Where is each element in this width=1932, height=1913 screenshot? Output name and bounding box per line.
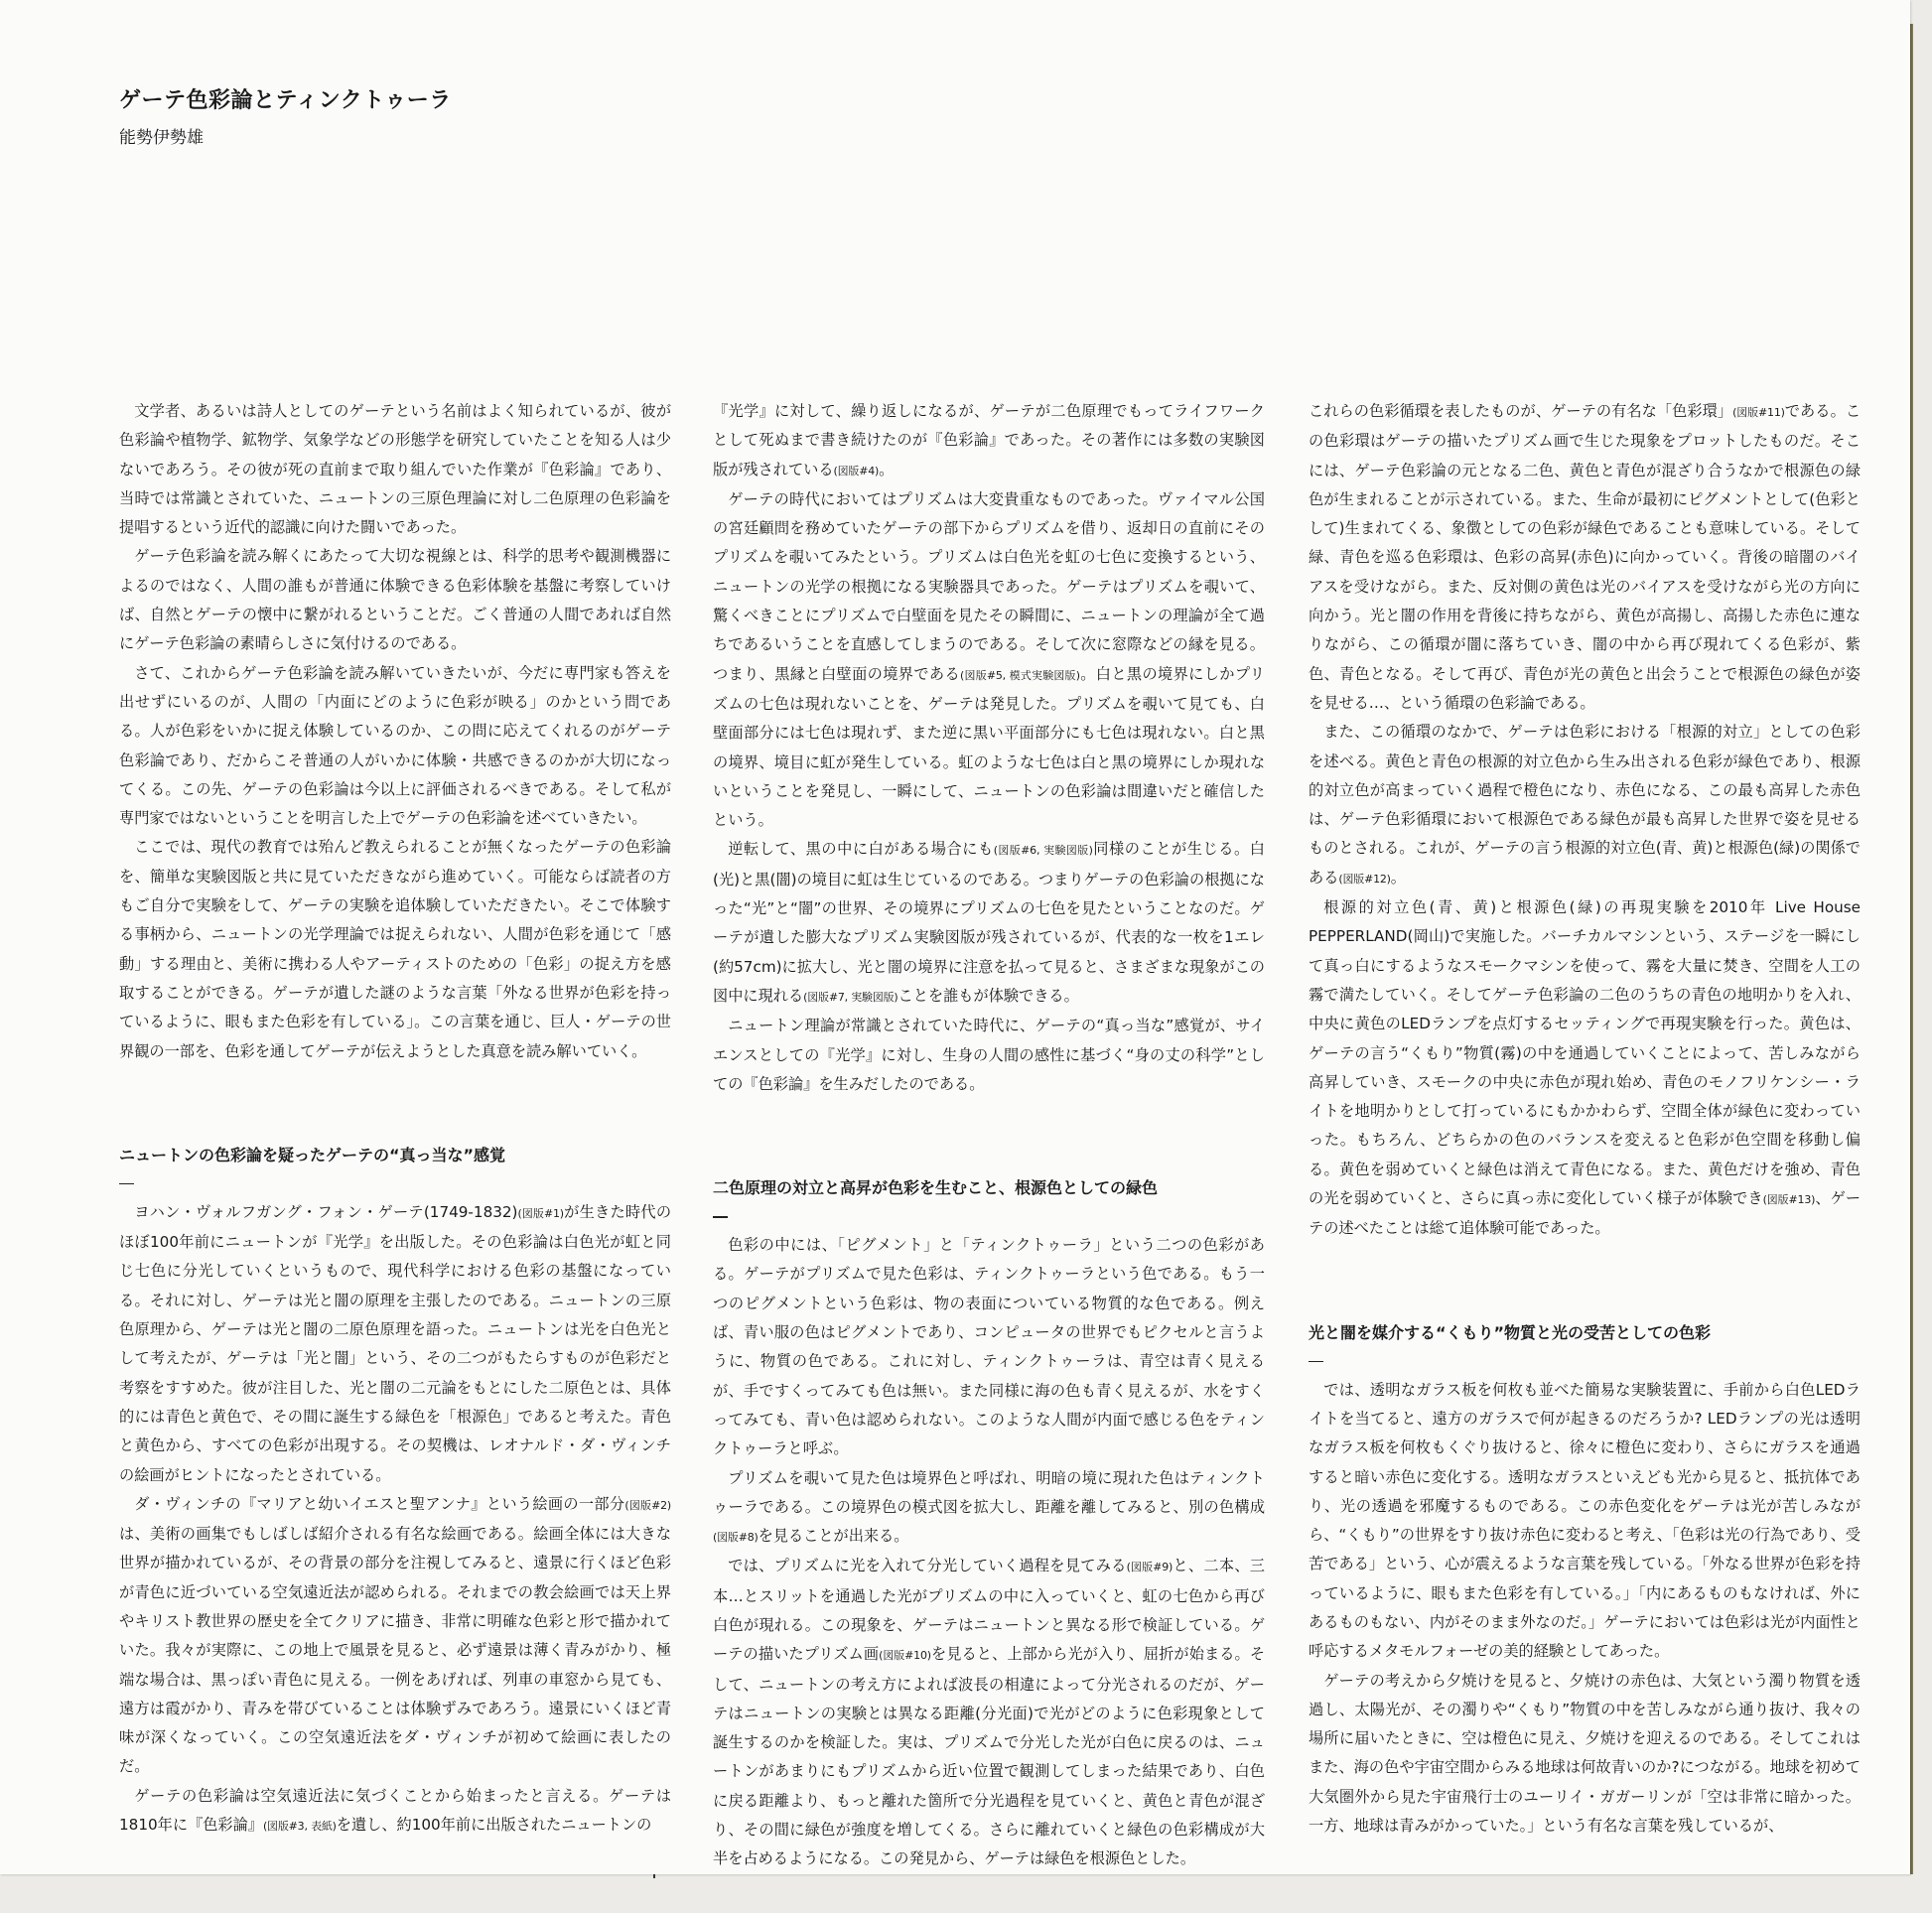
figure-ref: (図版#5, 模式実験図版) bbox=[960, 668, 1080, 682]
section-heading: 光と闇を媒介する“くもり”物質と光の受苦としての色彩 bbox=[1309, 1322, 1712, 1342]
scan-speck bbox=[653, 1874, 655, 1878]
figure-ref: (図版#13) bbox=[1762, 1193, 1816, 1207]
figure-ref: (図版#2) bbox=[624, 1498, 671, 1512]
figure-ref: (図版#3, 表紙) bbox=[262, 1820, 337, 1834]
article-title: ゲーテ色彩論とティンクトゥーラ bbox=[119, 88, 452, 113]
paragraph: 文学者、あるいは詩人としてのゲーテという名前はよく知られているが、彼が色彩論や植物学、鉱物学、気象学などの形態学を研究していたことを知る人は少ないであろう。その彼が死の直前まで取り組んでいた作業が『色彩論』であり、当時では常識とされていた、ニュートンの三原色理論に対し二色原理の色彩論を提唱するという近代的認識に向けた闘いであった。 bbox=[119, 402, 671, 537]
paragraph: では、透明なガラス板を何枚も並べた簡易な実験装置に、手前から白色LEDライトを当てると、遠方のガラスで何が起きるのだろうか? LEDランプの光は透明なガラス板を何枚もくぐり抜けると、徐々に橙色に変わり、さらにガラスを通過すると暗い赤色に変化する。透明なガラスといえども光から見ると、抵抗体であり、光の透過を邪魔するものである。この赤色変化をゲーテは光が苦しみながら、“くもり”の世界をすり抜け赤色に変わると考え、「色彩は光の行為であり、受苦である」という、心が震えるような言葉を残している。「外なる世界が色彩を持っているように、眼もまた色彩を有している。」「内にあるものもなければ、外にあるものもない、内がそのまま外なのだ。」ゲーテにおいては色彩は光が内面性と呼応するメタモルフォーゼの美的経験としてあった。 bbox=[1309, 1380, 1861, 1661]
figure-ref: (図版#6, 実験図版) bbox=[993, 844, 1093, 858]
section-rule bbox=[1309, 1347, 1324, 1376]
figure-ref: (図版#10) bbox=[879, 1649, 931, 1663]
figure-ref: (図版#11) bbox=[1732, 406, 1785, 419]
paragraph: 逆転して、黒の中に白がある場合にも(図版#6, 実験図版)同様のことが生じる。白(光)と黒(闇)の境目に虹は生じているのである。つまりゲーテの色彩論の根拠になった“光”と“闇”の世界、その境界にプリズムの七色を見たということなのだ。ゲーテが遺した膨大なプリズム実験図版が残されているが、代表的な一枚を1エレ(約57cm)に拡大し、光と闇の境界に注意を払って見ると、さまざまな現象がこの図中に現れる(図版#7, 実験図版)ことを誰もが体験できる。 bbox=[713, 840, 1265, 1005]
page-edge bbox=[1910, 24, 1913, 1874]
section-heading: 二色原理の対立と高昇が色彩を生むこと、根源色としての緑色 bbox=[713, 1178, 1159, 1198]
paragraph: ダ・ヴィンチの『マリアと幼いイエスと聖アンナ』という絵画の一部分(図版#2)は、美術の画集でもしばしば紹介される有名な絵画である。絵画全体には大きな世界が描かれているが、その背景の部分を注視してみると、遠景に行くほど色彩が青色に近づいている空気遠近法が認められる。それまでの教会絵画では天上界やキリスト教世界の歴史を全てクリアに描き、非常に明確な色彩と形で描かれていた。我々が実際に、この地上で風景を見ると、必ず遠景は薄く青みがかり、極端な場合は、黒っぽい青色に見える。一例をあげれば、列車の車窓から見ても、遠方は霞がかり、青みを帯びていることは体験ずみであろう。遠景にいくほど青味が深くなっていく。この空気遠近法をダ・ヴィンチが初めて絵画に表したのだ。 bbox=[119, 1494, 671, 1776]
section-rule bbox=[713, 1202, 729, 1231]
paragraph: さて、これからゲーテ色彩論を読み解いていきたいが、今だに専門家も答えを出せずにいるのが、人間の「内面にどのように色彩が映る」のかという問である。人が色彩をいかに捉え体験しているのか、この問に応えてくれるのがゲーテ色彩論であり、だからこそ普通の人がいかに体験・共感できるのかが大切になってくる。この先、ゲーテの色彩論は今以上に評価されるべきである。そして私が専門家ではないということを明言した上でゲーテの色彩論を述べていきたい。 bbox=[119, 663, 671, 828]
paragraph: 色彩の中には、「ピグメント」と「ティンクトゥーラ」という二つの色彩がある。ゲーテがプリズムで見た色彩は、ティンクトゥーラという色である。もう一つのピグメントという色彩は、物の表面についている物質的な色である。例えば、青い服の色はピグメントであり、コンピュータの世界でもピクセルと言うように、物質の色である。これに対し、ティンクトゥーラは、青空は青く見えるが、手ですくってみても色は無い。また同様に海の色も青く見えるが、水をすくってみても、青い色は認められない。このような人間が内面で感じる色をティンクトゥーラと呼ぶ。 bbox=[713, 1236, 1265, 1458]
section-rule bbox=[119, 1169, 135, 1198]
text-column-3 bbox=[1309, 397, 1861, 1841]
paragraph: ゲーテの時代においてはプリズムは大変貴重なものであった。ヴァイマル公国の宮廷顧問を務めていたゲーテの部下からプリズムを借り、返却日の直前にそのプリズムを覗いてみたという。プリズムは白色光を虹の七色に変換するという、ニュートンの光学の根拠になる実験器具であった。ゲーテはプリズムを覗いて、驚くべきことにプリズムで白壁面を見たその瞬間に、ニュートンの理論が全て過ちであるいうことを直感してしまうのである。そして次に窓際などの縁を見る。つまり、黒縁と白壁面の境界である(図版#5, 模式実験図版)。白と黒の境界にしかプリズムの七色は現れないことを、ゲーテは発見した。プリズムを覗いて見ても、白壁面部分には七色は現れず、また逆に黒い平面部分にも七色は現れない。白と黒の境界、境目に虹が発生している。虹のような七色は白と黒の境界にしか現れないということを発見し、一瞬にして、ニュートンの色彩論は間違いだと確信したという。 bbox=[713, 489, 1265, 830]
paragraph: ゲーテの考えから夕焼けを見ると、夕焼けの赤色は、大気という濁り物質を透過し、太陽光が、その濁りや“くもり”物質の中を苦しみながら通り抜け、我々の場所に届いたときに、空は橙色に見え、夕焼けを迎えるのである。そしてこれはまた、海の色や宇宙空間からみる地球は何故青いのか?につながる。地球を初めて大気圏外から見た宇宙飛行士のユーリイ・ガガーリンが「空は非常に暗かった。一方、地球は青みがかっていた。」という有名な言葉を残しているが、 bbox=[1309, 1671, 1861, 1836]
figure-ref: (図版#4) bbox=[833, 464, 880, 478]
paragraph: 根源的対立色(青、黄)と根源色(緑)の再現実験を2010年 Live House PEPPERLAND(岡山)で実施した。バーチカルマシンという、ステージを一瞬にして真っ白にするようなスモークマシンを使って、霧を大量に焚き、空間を人工の霧で満たしていく。そしてゲーテ色彩論の二色のうちの青色の地明かりを入れ、中央に黄色のLEDランプを点灯するセッティングで再現実験を行った。黄色は、ゲーテの言う“くもり”物質(霧)の中を通過していくことによって、苦しみながら高昇していき、スモークの中央に赤色が現れ始め、青色のモノフリケンシー・ライトを地明かりとして打っているにもかかわらず、空間全体が緑色に変わっていった。もちろん、どちらかの色のバランスを変えると色彩が色空間を移動し偏る。黄色を弱めていくと緑色は消えて青色になる。また、黄色だけを強め、青色の光を弱めていくと、さらに真っ赤に変化していく様子が体験でき(図版#13)、ゲーテの述べたことは総て追体験可能であった。 bbox=[1309, 898, 1862, 1238]
paragraph: ここでは、現代の教育では殆んど教えられることが無くなったゲーテの色彩論を、簡単な実験図版と共に見ていただきながら進めていく。可能ならば読者の方もご自分で実験をして、ゲーテの実験を追体験していただきたい。そこで体験する事柄から、ニュートンの光学理論では捉えられない、人間が色彩を通じて「感動」する理由と、美術に携わる人やアーティストのための「色彩」の捉え方を感取することができる。ゲーテが遺した謎のような言葉「外なる世界が色彩を持っているように、眼もまた色彩を有している」。この言葉を通じ、巨人・ゲーテの世界観の一部を、色彩を通してゲーテが伝えようとした真意を読み解いていく。 bbox=[119, 838, 671, 1060]
paragraph: プリズムを覗いて見た色は境界色と呼ばれ、明暗の境に現れた色はティンクトゥーラである。この境界色の模式図を拡大し、距離を離してみると、別の色構成(図版#8)を見ることが出来る。 bbox=[713, 1468, 1265, 1546]
text-column-2 bbox=[713, 397, 1265, 1874]
paragraph: 『光学』に対して、繰り返しになるが、ゲーテが二色原理でもってライフワークとして死ぬまで書き続けたのが『色彩論』であった。その著作には多数の実験図版が残されている(図版#4)。 bbox=[713, 402, 1265, 478]
figure-ref: (図版#8) bbox=[713, 1531, 759, 1545]
article-author: 能勢伊勢雄 bbox=[119, 128, 204, 148]
paragraph: ニュートン理論が常識とされていた時代に、ゲーテの“真っ当な”感覚が、サイエンスとしての『光学』に対し、生身の人間の感性に基づく“身の丈の科学”としての『色彩論』を生みだしたのである。 bbox=[713, 1017, 1265, 1093]
paragraph: では、プリズムに光を入れて分光していく過程を見てみる(図版#9)と、二本、三本…とスリットを通過した光がプリズムの中に入っていくと、虹の七色から再び白色が現れる。この現象を、ゲーテはニュートンと異なる形で検証している。ゲーテの描いたプリズム画(図版#10)を見ると、上部から光が入り、屈折が始まる。そして、ニュートンの考え方によれば波長の相違によって分光されるのだが、ゲーテはニュートンの実験とは異なる距離(分光面)で光がどのように色彩現象として誕生するのかを検証した。実は、プリズムで分光した光が白色に戻るのは、ニュートンがあまりにもプリズムから近い位置で観測してしまった結果であり、白色に戻る距離より、もっと離れた箇所で分光過程を見ていくと、黄色と青色が混ざり、その間に緑色が強度を増してくる。さらに離れていくと緑色の色彩構成が大半を占めるようになる。この発見から、ゲーテは緑色を根源色とした。 bbox=[713, 1557, 1266, 1868]
paragraph: ゲーテ色彩論を読み解くにあたって大切な視線とは、科学的思考や観測機器によるのではなく、人間の誰もが普通に体験できる色彩体験を基盤に考察していけば、自然とゲーテの懐中に繋がれるということだ。ごく普通の人間であれば自然にゲーテ色彩論の素晴らしさに気付けるのである。 bbox=[119, 547, 671, 653]
paragraph: これらの色彩循環を表したものが、ゲーテの有名な「色彩環」(図版#11)である。この色彩環はゲーテの描いたプリズム画で生じた現象をプロットしたものだ。そこには、ゲーテ色彩論の元となる二色、黄色と青色が混ざり合うなかで根源色の緑色が生まれることが示されている。また、生命が最初にピグメントとして(色彩として)生まれてくる、象徴としての色彩が緑色であることも意味している。そして緑、青色を巡る色彩環は、色彩の高昇(赤色)に向かっていく。背後の暗闇のバイアスを受けながら。また、反対側の黄色は光のバイアスを受けながら光の方向に向かう。光と闇の作用を背後に持ちながら、黄色が高揚し、高揚した赤色に連なりながら、この循環が闇に落ちていき、闇の中から再び現れてくる色彩が、紫色、青色となる。そして再び、青色が光の黄色と出会うことで根源色の緑色が姿を見せる…、という循環の色彩論である。 bbox=[1309, 402, 1862, 712]
text-column-1 bbox=[119, 397, 671, 1841]
figure-ref: (図版#1) bbox=[517, 1206, 564, 1220]
figure-ref: (図版#7, 実験図版) bbox=[803, 990, 898, 1004]
paragraph: また、この循環のなかで、ゲーテは色彩における「根源的対立」としての色彩を述べる。黄色と青色の根源的対立色から生み出される色彩が緑色であり、根源的対立色が高まっていく過程で橙色になり、赤色になる、この最も高昇した赤色は、ゲーテ色彩循環において根源色である緑色が最も高昇した世界で姿を見せるものとされる。これが、ゲーテの言う根源的対立色(青、黄)と根源色(緑)の関係である(図版#12)。 bbox=[1309, 723, 1861, 887]
section-heading: ニュートンの色彩論を疑ったゲーテの“真っ当な”感覚 bbox=[119, 1145, 506, 1164]
figure-ref: (図版#12) bbox=[1338, 872, 1391, 886]
paragraph: ヨハン・ヴォルフガング・フォン・ゲーテ(1749-1832)(図版#1)が生きた時代のほぼ100年前にニュートンが『光学』を出版した。その色彩論は白色光が虹と同じ七色に分光していくというもので、現代科学における色彩の基盤になっている。それに対し、ゲーテは光と闇の原理を主張したのである。ニュートンの三原色原理から、ゲーテは光と闇の二原色原理を語った。ニュートンは光を白色光として考えたが、ゲーテは「光と闇」という、その二つがもたらすものが色彩だと考察をすすめた。彼が注目した、光と闇の二元論をもとにした二原色とは、具体的には青色と黄色で、その間に誕生する緑色を「根源色」であると考えた。青色と黄色から、すべての色彩が出現する。その契機は、レオナルド・ダ・ヴィンチの絵画がヒントになったとされている。 bbox=[119, 1202, 672, 1484]
figure-ref: (図版#9) bbox=[1126, 1561, 1173, 1574]
title-block bbox=[119, 85, 452, 153]
paragraph: ゲーテの色彩論は空気遠近法に気づくことから始まったと言える。ゲーテは1810年に『色彩論』(図版#3, 表紙)を遺し、約100年前に出版されたニュートンの bbox=[119, 1786, 672, 1835]
